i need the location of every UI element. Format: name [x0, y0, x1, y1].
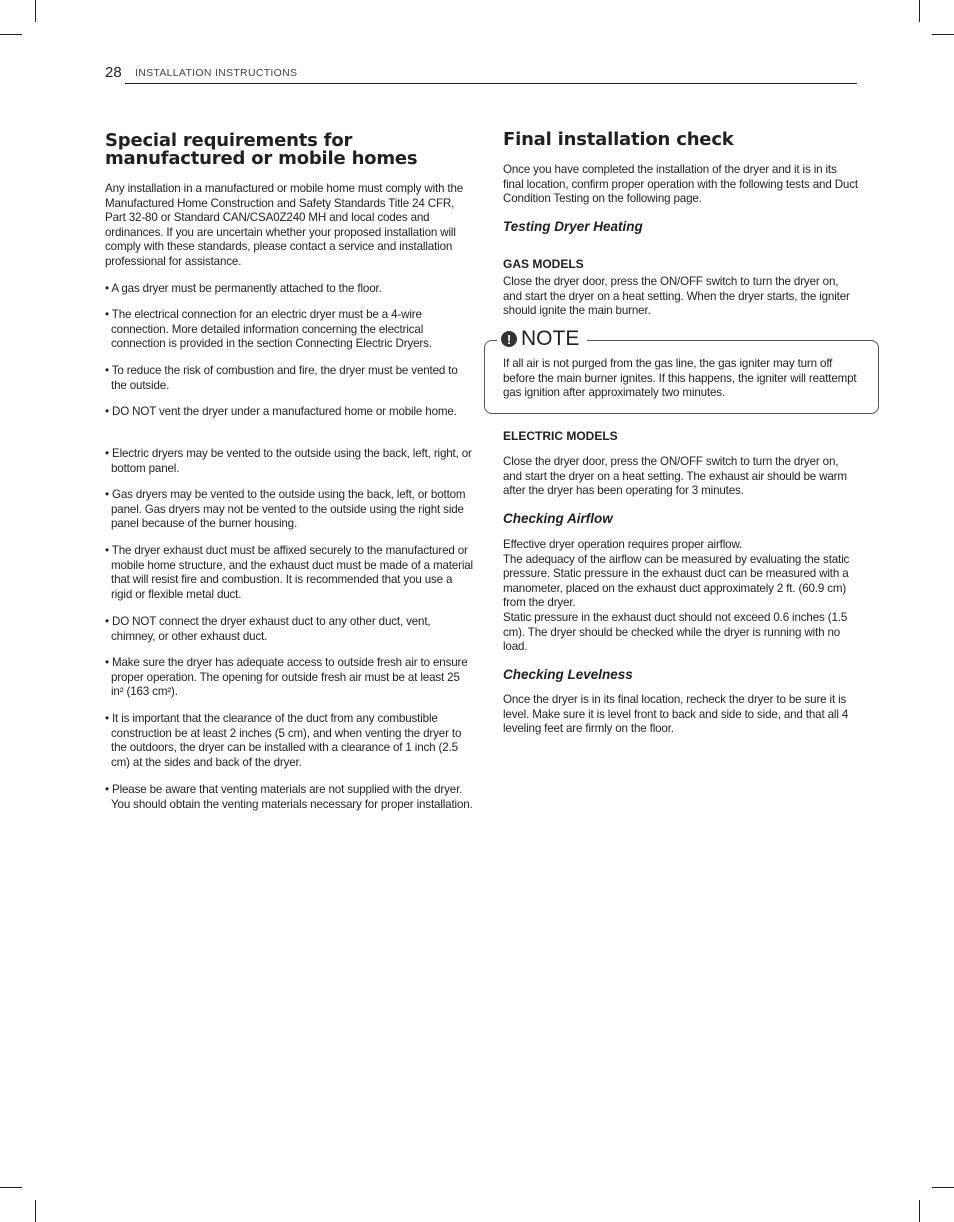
- crop-mark: [0, 1187, 22, 1188]
- bullet-item: • Electric dryers may be vented to the outside using the back, left, right, or bottom panel.: [105, 447, 472, 475]
- crop-mark: [0, 34, 22, 35]
- bullet-item: • A gas dryer must be permanently attached to the floor.: [105, 282, 382, 295]
- left-intro: Any installation in a manufactured or mobile home must comply with the Manufactured Home Construction and Safety Standards Title 24 CFR, Part 32-80 or Standard CAN/CSA0Z240 MH and local codes and ordinances. If you are uncertain whether your proposed installation will comply with these standards, please contact a service and installation professional for assistance.: [105, 182, 464, 268]
- crop-mark: [919, 0, 920, 22]
- levelness-text: Once the dryer is in its final location, recheck the dryer to be sure it is level. Make sure it is level front to back and side to side, and that all 4 leveling feet are firmly on the floor.: [503, 693, 849, 736]
- crop-mark: [35, 1200, 36, 1222]
- airflow-line: Effective dryer operation requires proper airflow.: [503, 538, 743, 551]
- bullet-item: • Gas dryers may be vented to the outside using the back, left, or bottom panel. Gas dryers may not be vented to the outside using the right side panel because of the burner housing.: [105, 488, 466, 531]
- crop-mark: [919, 1200, 920, 1222]
- crop-mark: [932, 34, 954, 35]
- bullet-item: • Make sure the dryer has adequate access to outside fresh air to ensure proper operation. The opening for outside fresh air must be at least 25 in² (163 cm²).: [105, 656, 468, 699]
- airflow-line: Static pressure in the exhaust duct should not exceed 0.6 inches (1.5 cm). The dryer should be checked while the dryer is running with no load.: [503, 610, 848, 654]
- gas-models-text: Close the dryer door, press the ON/OFF switch to turn the dryer on, and start the dryer on a heat setting. When the dryer starts, the igniter should ignite the main burner.: [503, 275, 850, 318]
- left-heading: Special requirements for manufactured or mobile homes: [105, 130, 418, 169]
- section-title: INSTALLATION INSTRUCTIONS: [135, 67, 298, 79]
- bullet-item: • To reduce the risk of combustion and fire, the dryer must be vented to the outside.: [105, 364, 458, 392]
- bullet-item: • It is important that the clearance of the duct from any combustible construction be at least 2 inches (5 cm), and when venting the dryer to the outdoors, the dryer can be installed with a clearance of 1 inch (2.5 cm) at the sides and back of the dryer.: [105, 712, 462, 769]
- electric-models-text: Close the dryer door, press the ON/OFF switch to turn the dryer on, and start the dryer on a heat setting. The exhaust air should be warm after the dryer has been operating for 3 minutes.: [503, 455, 847, 498]
- bullet-item: • DO NOT vent the dryer under a manufactured home or mobile home.: [105, 405, 457, 418]
- header-rule: [125, 83, 857, 84]
- airflow-heading: Checking Airflow: [503, 511, 613, 526]
- note-title: NOTE: [521, 327, 580, 350]
- right-heading: Final installation check: [503, 129, 734, 150]
- bullet-item: • The electrical connection for an electric dryer must be a 4-wire connection. More detailed information concerning the electrical connection is provided in the section Connecting Electric Dryers.: [105, 308, 432, 351]
- bullet-item: • DO NOT connect the dryer exhaust duct to any other duct, vent, chimney, or other exhaust duct.: [105, 615, 431, 643]
- note-text: If all air is not purged from the gas line, the gas igniter may turn off before the main burner ignites. If this happens, the igniter will reattempt gas ignition after approximately two minutes.: [503, 357, 857, 400]
- electric-models-label: ELECTRIC MODELS: [503, 429, 618, 443]
- airflow-line: The adequacy of the airflow can be measured by evaluating the static pressure. Static pressure in the exhaust duct can be measured with a manometer, placed on the exhaust duct approximately 2 ft. (60.9 cm) from the dryer.: [503, 552, 850, 610]
- crop-mark: [932, 1187, 954, 1188]
- testing-heading: Testing Dryer Heating: [503, 219, 643, 234]
- right-intro: Once you have completed the installation of the dryer and it is in its final location, confirm proper operation with the following tests and Duct Condition Testing on the following page.: [503, 163, 858, 206]
- note-label: [497, 327, 587, 351]
- gas-models-label: GAS MODELS: [503, 257, 584, 271]
- bullet-item: • Please be aware that venting materials are not supplied with the dryer. You should obtain the venting materials necessary for proper installation.: [105, 783, 473, 811]
- exclamation-icon: !: [501, 331, 517, 347]
- page-number: 28: [105, 64, 122, 81]
- levelness-heading: Checking Levelness: [503, 667, 633, 682]
- bullet-item: • The dryer exhaust duct must be affixed securely to the manufactured or mobile home structure, and the exhaust duct must be made of a material that will resist fire and combustion. It is recommended that you use a rigid or flexible metal duct.: [105, 544, 473, 601]
- airflow-text: [503, 538, 859, 655]
- crop-mark: [35, 0, 36, 22]
